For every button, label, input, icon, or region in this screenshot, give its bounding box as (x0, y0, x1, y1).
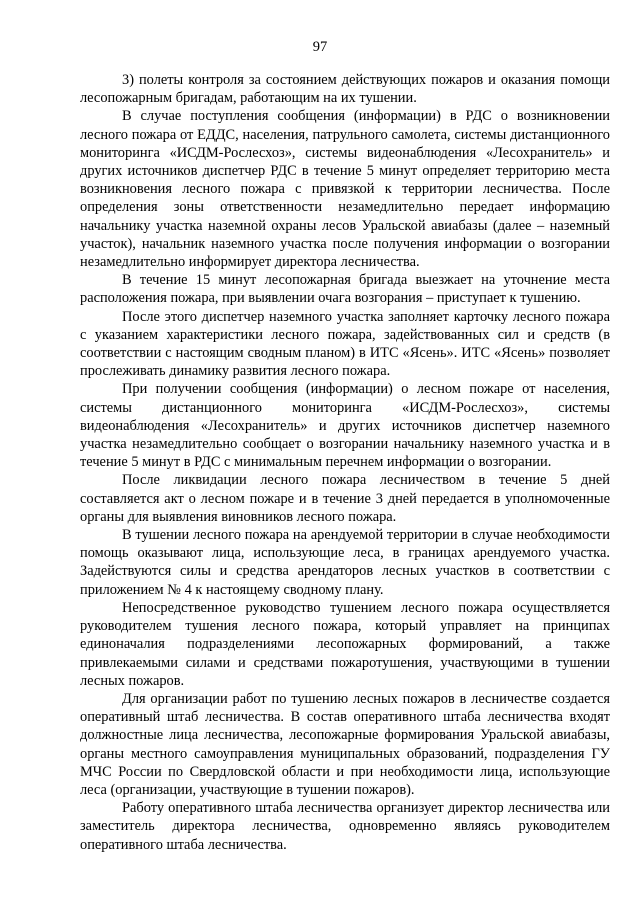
paragraph-3: В течение 15 минут лесопожарная бригада выезжает на уточнение места расположения пожара, при выявлении очага возгорания – приступает к тушению. (80, 272, 610, 307)
paragraph-1: 3) полеты контроля за состоянием действующих пожаров и оказания помощи лесопожарным бригадам, работающим на их тушении. (80, 72, 610, 107)
page-number: 97 (312, 39, 328, 55)
paragraph-9: Для организации работ по тушению лесных пожаров в лесничестве создается оперативный штаб лесничества. В состав оперативного штаба лесничества входят должностные лица лесничества, лесопожарные формирования Уральской авиабазы, органы местного самоуправления муниципальных образований, подразделения ГУ МЧС России по Свердловской области и при необходимости лица, использующие леса (организации, участвующие в тушении пожаров). (80, 690, 610, 798)
paragraph-10: Работу оперативного штаба лесничества организует директор лесничества или заместитель директора лесничества, одновременно являясь руководителем оперативного штаба лесничества. (80, 800, 610, 853)
paragraph-2: В случае поступления сообщения (информации) в РДС о возникновении лесного пожара от ЕДДС, населения, патрульного самолета, системы дистанционного мониторинга «ИСДМ-Рослесхоз», системы видеонаблюдения «Лесохранитель» и других источников диспетчер РДС в течение 5 минут определяет территорию места возникновения лесного пожара с привязкой к территории лесничества. После определения зоны ответственности незамедлительно передает информацию начальнику участка наземной охраны лесов Уральской авиабазы (далее – наземный участок), начальник наземного участка после получения информации о возгорании незамедлительно информирует директора лесничества. (80, 108, 610, 271)
paragraph-5: При получении сообщения (информации) о лесном пожаре от населения, системы дистанционного мониторинга «ИСДМ-Рослесхоз», системы видеонаблюдения «Лесохранитель» и других источников диспетчер наземного участка незамедлительно сообщает о возгорании начальнику наземного участка и в течение 5 минут в РДС с минимальным перечнем информации о возгорании. (80, 381, 610, 471)
paragraph-6: После ликвидации лесного пожара лесничеством в течение 5 дней составляется акт о лесном пожаре и в течение 3 дней передается в уполномоченные органы для выявления виновников лесного пожара. (80, 472, 610, 525)
paragraph-4: После этого диспетчер наземного участка заполняет карточку лесного пожара с указанием характеристики лесного пожара, задействованных сил и средств (в соответствии с настоящим сводным планом) в ИТС «Ясень». ИТС «Ясень» позволяет прослеживать динамику развития лесного пожара. (80, 308, 610, 380)
body-text (80, 71, 610, 854)
paragraph-7: В тушении лесного пожара на арендуемой территории в случае необходимости помощь оказывают лица, использующие леса, в границах арендуемого участка. Задействуются силы и средства арендаторов лесных участков в соответствии с приложением № 4 к настоящему сводному плану. (80, 527, 610, 598)
paragraph-8: Непосредственное руководство тушением лесного пожара осуществляется руководителем тушения лесного пожара, который управляет на принципах единоначалия подразделениями лесопожарных формирований, а также привлекаемыми силами и средствами пожаротушения, участвующими в тушении лесных пожаров. (80, 599, 610, 689)
